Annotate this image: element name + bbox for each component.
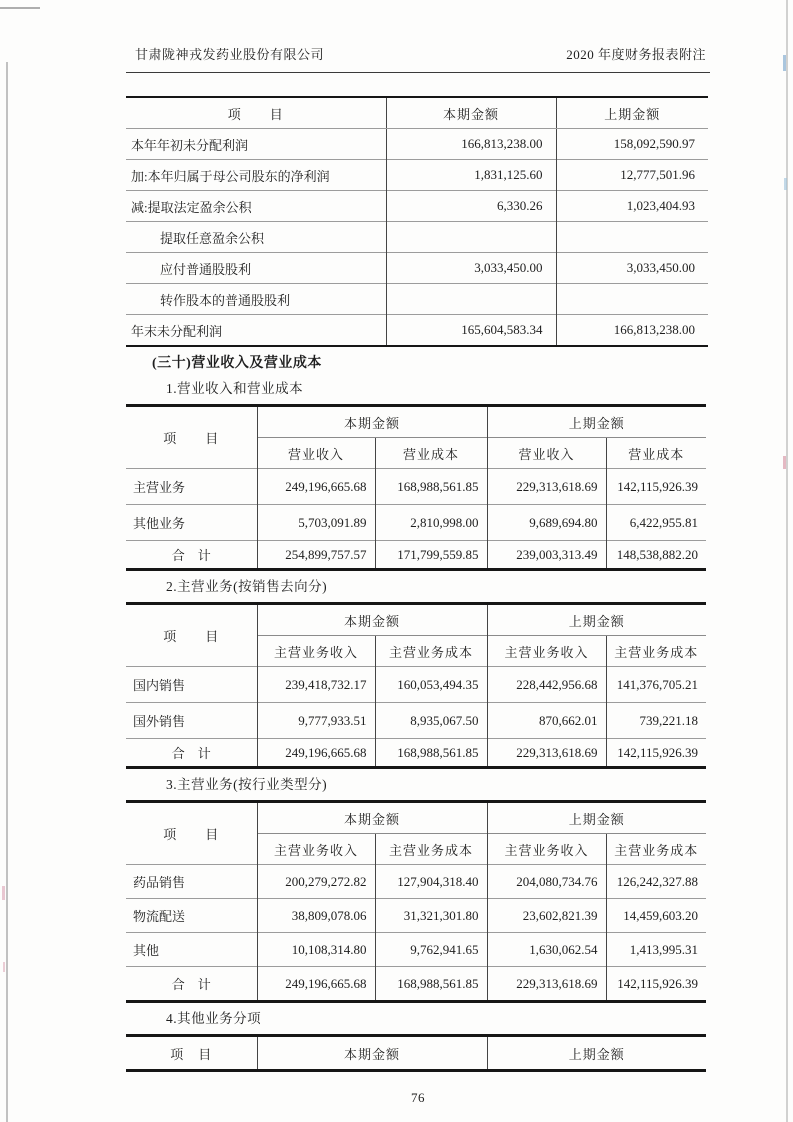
row-item: 其他业务 [126,505,257,541]
subsection-4-title: 4.其他业务分项 [166,1011,262,1026]
cell-value: 254,899,757.57 [257,541,375,569]
section-30-title: (三十)营业收入及营业成本 [152,356,322,371]
col-header-item: 项 目 [126,98,386,129]
col-subheader-income: 主营业务收入 [487,834,606,865]
table-row [126,315,708,346]
col-header-prior: 上期金额 [556,98,708,129]
table-row [126,284,708,315]
cell-value: 23,602,821.39 [487,899,606,933]
col-header-current: 本期金额 [257,1037,487,1069]
cell-value: 14,459,603.20 [606,899,706,933]
row-prior-value: 3,033,450.00 [556,253,708,284]
table-row [126,253,708,284]
col-header-current: 本期金额 [257,407,487,438]
sales-destination-table [126,602,706,769]
table-row [126,129,708,160]
profit-distribution-table [126,96,708,347]
scan-artifact-tick [783,456,786,469]
table-row [126,899,706,933]
cell-value: 148,538,882.20 [606,541,706,569]
row-prior-value [556,284,708,315]
scan-artifact-tick [784,178,787,190]
row-prior-value [556,222,708,253]
cell-value: 239,003,313.49 [487,541,606,569]
cell-value: 249,196,665.68 [257,739,375,767]
cell-value: 160,053,494.35 [375,667,487,703]
company-name: 甘肃陇神戎发药业股份有限公司 [135,47,325,62]
row-current-value: 1,831,125.60 [386,160,556,191]
table-row [126,160,708,191]
table-total-row [126,541,706,569]
cell-value: 5,703,091.89 [257,505,375,541]
scan-artifact-tick [3,962,5,972]
row-item: 物流配送 [126,899,257,933]
col-subheader-cost: 营业成本 [375,438,487,469]
cell-value: 249,196,665.68 [257,469,375,505]
col-header-prior: 上期金额 [487,803,706,834]
cell-value: 204,080,734.76 [487,865,606,899]
cell-value: 171,799,559.85 [375,541,487,569]
cell-value: 739,221.18 [606,703,706,739]
row-item: 合 计 [126,739,257,767]
cell-value: 229,313,618.69 [487,469,606,505]
profit-distribution-table-grid [126,98,708,345]
col-header-item: 项 目 [163,629,220,644]
table-row [126,191,708,222]
col-header-prior: 上期金额 [487,605,706,636]
table-row [126,667,706,703]
row-item: 合 计 [126,541,257,569]
cell-value: 142,115,926.39 [606,469,706,505]
subsection-1-title: 1.营业收入和营业成本 [166,381,304,396]
document-page [126,0,710,1106]
table-row [126,222,708,253]
col-header-item: 项 目 [163,827,220,842]
table-row [126,703,706,739]
col-header-current: 本期金额 [257,605,487,636]
row-prior-value: 1,023,404.93 [556,191,708,222]
row-item: 转作股本的普通股股利 [126,284,386,315]
col-subheader-income: 主营业务收入 [257,834,375,865]
page-number: 76 [411,1090,425,1105]
row-item: 应付普通股股利 [126,253,386,284]
cell-value: 9,762,941.65 [375,933,487,967]
col-subheader-cost: 主营业务成本 [375,834,487,865]
cell-value: 229,313,618.69 [487,739,606,767]
other-business-table [126,1034,706,1072]
document-header [126,46,710,73]
col-subheader-income: 营业收入 [487,438,606,469]
cell-value: 31,321,301.80 [375,899,487,933]
subsection-2-title: 2.主营业务(按销售去向分) [166,579,328,594]
row-prior-value: 158,092,590.97 [556,129,708,160]
row-current-value [386,222,556,253]
col-header-current: 本期金额 [257,803,487,834]
cell-value: 239,418,732.17 [257,667,375,703]
cell-value: 142,115,926.39 [606,739,706,767]
subsection-3-title: 3.主营业务(按行业类型分) [166,777,328,792]
cell-value: 126,242,327.88 [606,865,706,899]
row-item: 其他 [126,933,257,967]
cell-value: 168,988,561.85 [375,967,487,1001]
table-row [126,933,706,967]
table-total-row [126,739,706,767]
col-subheader-cost: 主营业务成本 [606,834,706,865]
col-header-item: 项 目 [163,431,220,446]
table-header-row [126,98,708,129]
col-header-prior: 上期金额 [487,407,706,438]
table-row [126,505,706,541]
table-header-row [126,803,706,834]
table-row [126,469,706,505]
cell-value: 228,442,956.68 [487,667,606,703]
report-title: 2020 年度财务报表附注 [566,47,706,62]
revenue-cost-table-grid [126,407,706,568]
scan-edge-left-line [6,62,8,1122]
row-item: 加:本年归属于母公司股东的净利润 [126,160,386,191]
row-item: 药品销售 [126,865,257,899]
cell-value: 9,689,694.80 [487,505,606,541]
cell-value: 6,422,955.81 [606,505,706,541]
row-item: 主营业务 [126,469,257,505]
cell-value: 229,313,618.69 [487,967,606,1001]
cell-value: 200,279,272.82 [257,865,375,899]
row-prior-value: 12,777,501.96 [556,160,708,191]
cell-value: 1,630,062.54 [487,933,606,967]
table-header-row [126,605,706,636]
cell-value: 38,809,078.06 [257,899,375,933]
row-item: 年末未分配利润 [126,315,386,346]
cell-value: 1,413,995.31 [606,933,706,967]
col-subheader-income: 主营业务收入 [487,636,606,667]
table-header-row [126,407,706,438]
other-business-table-grid [126,1037,706,1069]
col-subheader-cost: 营业成本 [606,438,706,469]
col-header-item: 项 目 [170,1046,213,1062]
sales-destination-table-grid [126,605,706,766]
row-prior-value: 166,813,238.00 [556,315,708,346]
cell-value: 127,904,318.40 [375,865,487,899]
scan-artifact-tick [783,55,786,71]
table-row [126,865,706,899]
row-item: 减:提取法定盈余公积 [126,191,386,222]
col-header-prior: 上期金额 [487,1037,706,1069]
cell-value: 168,988,561.85 [375,739,487,767]
scan-edge-top-line [0,7,40,9]
cell-value: 10,108,314.80 [257,933,375,967]
cell-value: 2,810,998.00 [375,505,487,541]
row-current-value: 6,330.26 [386,191,556,222]
col-subheader-cost: 主营业务成本 [606,636,706,667]
row-current-value: 166,813,238.00 [386,129,556,160]
row-item: 国外销售 [126,703,257,739]
row-item: 本年年初未分配利润 [126,129,386,160]
row-current-value: 165,604,583.34 [386,315,556,346]
col-subheader-income: 主营业务收入 [257,636,375,667]
row-item: 国内销售 [126,667,257,703]
industry-type-table-grid [126,803,706,1000]
cell-value: 249,196,665.68 [257,967,375,1001]
col-header-current: 本期金额 [386,98,556,129]
cell-value: 870,662.01 [487,703,606,739]
scan-artifact-tick [2,886,5,900]
cell-value: 8,935,067.50 [375,703,487,739]
table-total-row [126,967,706,1001]
cell-value: 168,988,561.85 [375,469,487,505]
cell-value: 141,376,705.21 [606,667,706,703]
col-subheader-cost: 主营业务成本 [375,636,487,667]
col-subheader-income: 营业收入 [257,438,375,469]
row-current-value [386,284,556,315]
cell-value: 9,777,933.51 [257,703,375,739]
scan-edge-right-line [786,0,788,1122]
row-item: 合 计 [126,967,257,1001]
cell-value: 142,115,926.39 [606,967,706,1001]
row-current-value: 3,033,450.00 [386,253,556,284]
table-header-row [126,1037,706,1069]
row-item: 提取任意盈余公积 [126,222,386,253]
revenue-cost-table [126,404,706,571]
industry-type-table [126,800,706,1003]
